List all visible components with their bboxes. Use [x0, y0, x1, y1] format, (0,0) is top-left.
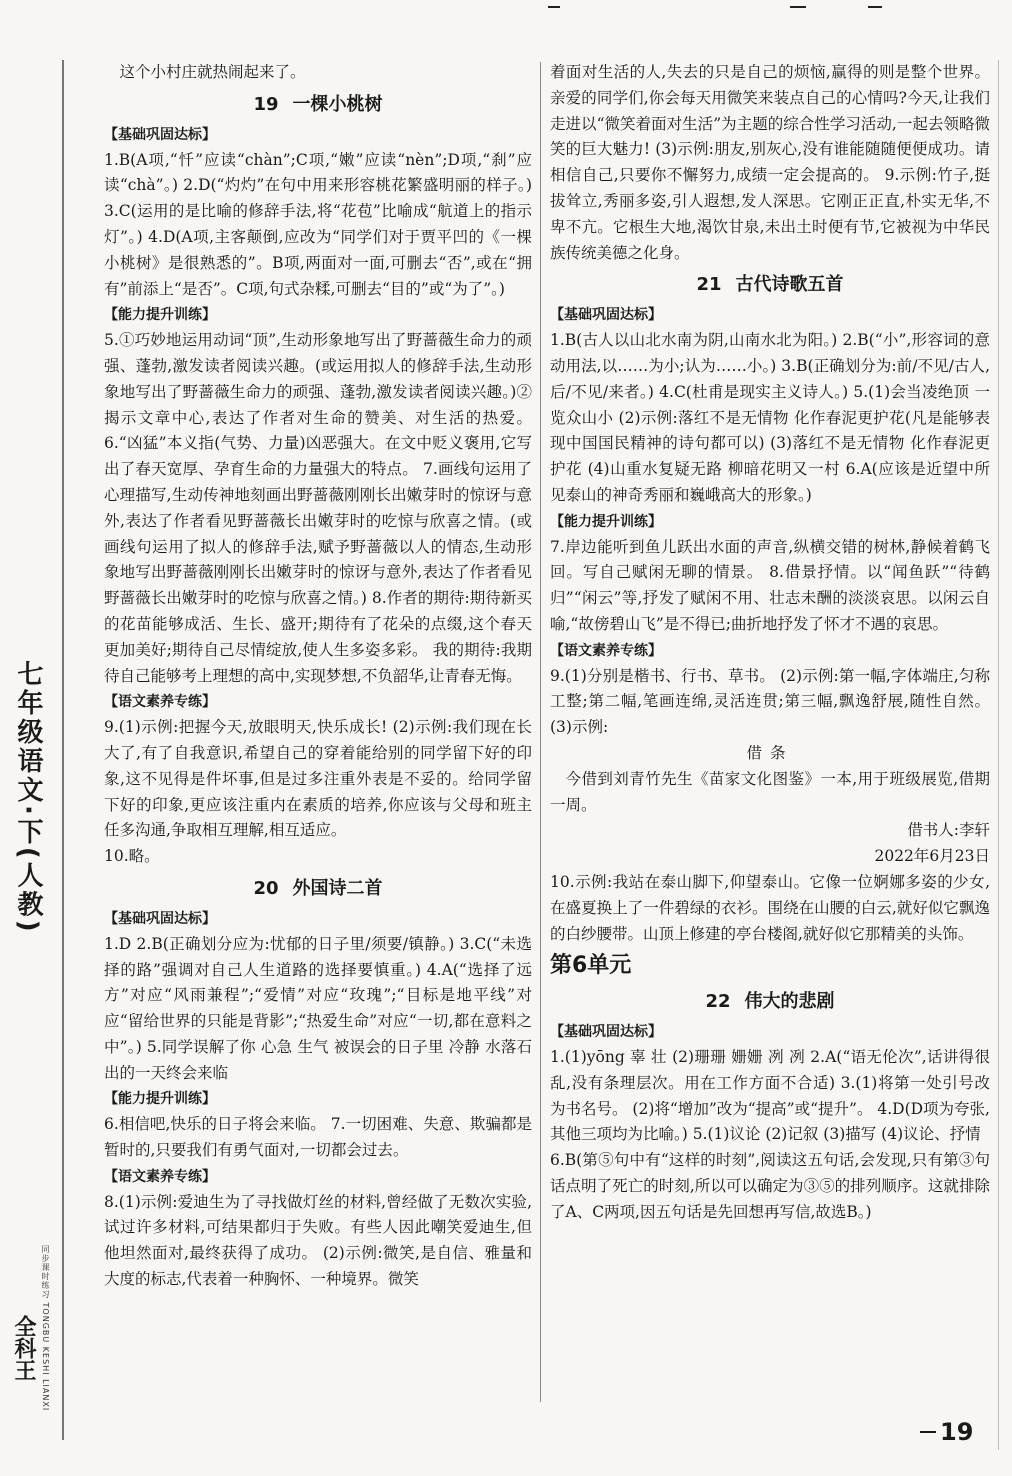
- answer-text: 9.(1)示例:把握今天,放眼明天,快乐成长! (2)示例:我们现在长大了,有了自我意识,希望自己的穿着能给别的同学留下好的印象,这不见得是件坏事,但是过多注重外表是不妥的。给同学留下好的印象,更应该注重内在素质的培养,你应该与父母和班主任多沟通,争取相互理解,相互适应。: [104, 718, 532, 840]
- section-label: 【语文素养专练】: [104, 694, 216, 711]
- sidebar-strip: [0, 60, 64, 1440]
- chapter-number: 19: [253, 93, 279, 115]
- answer-text: 1.B(古人以山北水南为阴,山南水北为阳。) 2.B(“小”,形容词的意动用法,以……为小;认为……小。) 3.B(正确划分为:前/不见/古人,后/不见/来者。) 4.C(杜甫是现实主义诗人。) 5.(1)会当凌绝顶 一览众山小 (2)示例:落红不是无情物 化作春泥更护花(凡是能够表现中国国民精神的诗句都可以) (3)落红不是无情物 化作春泥更护花 (4)山重水复疑无路 柳暗花明又一村 6.A(应该是近望中所见泰山的神奇秀丽和巍峨高大的形象。): [550, 331, 990, 504]
- chapter-20-heading: [104, 876, 532, 902]
- page-edge: [998, 60, 1012, 1450]
- left-column: [104, 60, 532, 1293]
- chapter-19-heading: [104, 92, 532, 118]
- answer-text: 1.(1)yōng 辜 壮 (2)珊珊 姗姗 冽 冽 2.A(“语无伦次”,话讲得很乱,没有条理层次。用在工作方面不合适) 3.(1)将第一处引号改为书名号。 (2)将“增加”改为“提高”或“提升”。 4.D(D项为夸张,其他三项均为比喻。) 5.(1)议论 (2)记叙 (3)描写 (4)议论、抒情: [550, 1048, 990, 1144]
- answer-text: 5.①巧妙地运用动词“顶”,生动形象地写出了野蔷薇生命力的顽强、蓬勃,激发读者阅读兴趣。(或运用拟人的修辞手法,生动形象地写出了野蔷薇生命力的顽强、蓬勃,激发读者阅读兴趣。)②揭示文章中心,表达了作者对生命的赞美、对生活的热爱。 6.“凶猛”本义指(气势、力量)凶恶强大。在文中贬义褒用,它写出了春天宽厚、孕育生命的力量强大的特点。 7.画线句运用了心理描写,生动传神地刻画出野蔷薇刚刚长出嫩芽时的惊讶与意外,表达了作者看见野蔷薇长出嫩芽时的吃惊与欣喜之情。(或画线句运用了拟人的修辞手法,赋予野蔷薇以人的情态,生动形象地写出野蔷薇刚刚长出嫩芽时的惊讶与意外,表达了作者看见野蔷薇长出嫩芽时的吃惊与欣喜之情。) 8.作者的期待:期待新买的花苗能够成活、生长、盛开;期待有了花朵的点缀,这个春天更加美好;期待自己尽情绽放,使人生多姿多彩。 我的期待:我期待自己能够考上理想的高中,实现梦想,不负韶华,让青春无悔。: [104, 331, 532, 685]
- answer-text: 9.(1)分别是楷书、行书、草书。 (2)示例:第一幅,字体端庄,匀称工整;第二幅,笔画连绵,灵活连贯;第三幅,飘逸舒展,随性自然。 (3)示例:: [550, 666, 990, 737]
- note-date: 2022年6月23日: [874, 847, 990, 866]
- book-title: 七年级语文·下(人教): [13, 660, 43, 935]
- note-body: 今借到刘青竹先生《苗家文化图鉴》一本,用于班级展览,借期一周。: [550, 769, 990, 814]
- section-label: 【基础巩固达标】: [550, 1024, 662, 1041]
- right-column: [550, 60, 990, 1226]
- page-number-dash: [920, 1431, 936, 1433]
- chapter-number: 22: [705, 991, 731, 1013]
- section-label: 【能力提升训练】: [104, 307, 216, 324]
- section-label: 【能力提升训练】: [550, 513, 662, 530]
- section-label: 【基础巩固达标】: [550, 307, 662, 324]
- brand-subtitle: 同步课时练习 TONGBU KESHI LIANXI: [41, 1245, 50, 1412]
- chapter-number: 21: [696, 274, 722, 296]
- top-mark: [790, 6, 806, 8]
- top-mark: [868, 6, 882, 8]
- note-title: 借条: [746, 743, 794, 762]
- intro-text: 这个小村庄就热闹起来了。: [119, 63, 306, 81]
- section-label: 【语文素养专练】: [104, 1168, 216, 1185]
- chapter-title: 伟大的悲剧: [744, 991, 835, 1013]
- answer-text: 10.略。: [104, 847, 160, 866]
- section-label: 【能力提升训练】: [104, 1091, 216, 1108]
- chapter-title: 一棵小桃树: [292, 93, 383, 115]
- page-number: 19: [940, 1418, 974, 1446]
- column-divider: [540, 62, 541, 1402]
- answer-text: 着面对生活的人,失去的只是自己的烦恼,赢得的则是整个世界。亲爱的同学们,你会每天用微笑来装点自己的心情吗?今天,让我们走进以“微笑着面对生活”为主题的综合性学习活动,一起去领略微笑的巨大魅力! (3)示例:朋友,别灰心,没有谁能随随便便成功。请相信自己,只要你不懈努力,成绩一定会提高的。 9.示例:竹子,挺拔耸立,秀丽多姿,引人遐想,发人深思。它刚正正直,朴实无华,不卑不亢。它根生大地,渴饮甘泉,未出土时便有节,它被视为中华民族传统美德之化身。: [550, 63, 990, 262]
- chapter-21-heading: [550, 272, 990, 298]
- brand-logo: 全科王: [11, 1315, 36, 1381]
- answer-text: 1.D 2.B(正确划分应为:忧郁的日子里/须要/镇静。) 3.C(“未选择的路”强调对自己人生道路的选择要慎重。) 4.A(“选择了远方”对应“风雨兼程”;“爱情”对应“玫瑰”;“目标是地平线”对应“留给世界的只能是背影”;“热爱生命”对应“一切,都在意料之中”。) 5.同学误解了你 心急 生气 被误会的日子里 冷静 水落石出的一天终会来临: [104, 934, 532, 1082]
- answer-text: 1.B(A项,“忏”应读“chàn”;C项,“嫩”应读“nèn”;D项,“刹”应读“chà”。) 2.D(“灼灼”在句中用来形容桃花繁盛明丽的样子。) 3.C(运用的是比喻的修辞手法,将“花苞”比喻成“航道上的指示灯”。) 4.D(A项,主客颠倒,应改为“同学们对于贾平凹的《一棵小桃树》是很熟悉的”。B项,两面对一面,可删去“否”,或在“拥有”前添上“是否”。C项,句式杂糅,可删去“目的”或“为了”。): [104, 150, 532, 298]
- unit-heading: 第6单元: [550, 953, 632, 979]
- chapter-22-heading: [550, 989, 990, 1015]
- chapter-number: 20: [253, 877, 279, 899]
- section-label: 【语文素养专练】: [550, 642, 662, 659]
- chapter-title: 古代诗歌五首: [735, 274, 844, 296]
- answer-text: 6.B(第⑤句中有“这样的时刻”,阅读这五句话,会发现,只有第③句话点明了死亡的时刻,所以可以确定为③⑤的排列顺序。这就排除了A、C两项,因五句话是先回想再写信,故选B。): [550, 1151, 990, 1221]
- chapter-title: 外国诗二首: [292, 877, 383, 899]
- section-label: 【基础巩固达标】: [104, 126, 216, 143]
- answer-text: 8.(1)示例:爱迪生为了寻找做灯丝的材料,曾经做了无数次实验,试过许多材料,可结果都归于失败。有些人因此嘲笑爱迪生,但他坦然面对,最终获得了成功。 (2)示例:微笑,是自信、雅量和大度的标志,代表着一种胸怀、一种境界。微笑: [104, 1192, 532, 1289]
- note-signature: 借书人:李轩: [907, 821, 990, 840]
- answer-text: 7.岸边能听到鱼儿跃出水面的声音,纵横交错的树林,静候着鹤飞回。写自己赋闲无聊的情景。 8.借景抒情。以“闻鱼跃”“待鹤归”“闲云”等,抒发了赋闲不用、壮志未酬的淡淡哀思。以闲云自喻,“故傍碧山飞”是不得已;曲折地抒发了怀才不遇的哀思。: [550, 537, 990, 633]
- section-label: 【基础巩固达标】: [104, 910, 216, 927]
- answer-text: 6.相信吧,快乐的日子将会来临。 7.一切困难、失意、欺骗都是暂时的,只要我们有勇气面对,一切都会过去。: [104, 1115, 532, 1160]
- top-mark: [548, 6, 560, 8]
- answer-text: 10.示例:我站在泰山脚下,仰望泰山。它像一位婀娜多姿的少女,在盛夏换上了一件碧绿的衣衫。围绕在山腰的白云,就好似它飘逸的白纱腰带。山顶上修建的亭台楼阁,就好似它那精美的头饰。: [550, 872, 990, 943]
